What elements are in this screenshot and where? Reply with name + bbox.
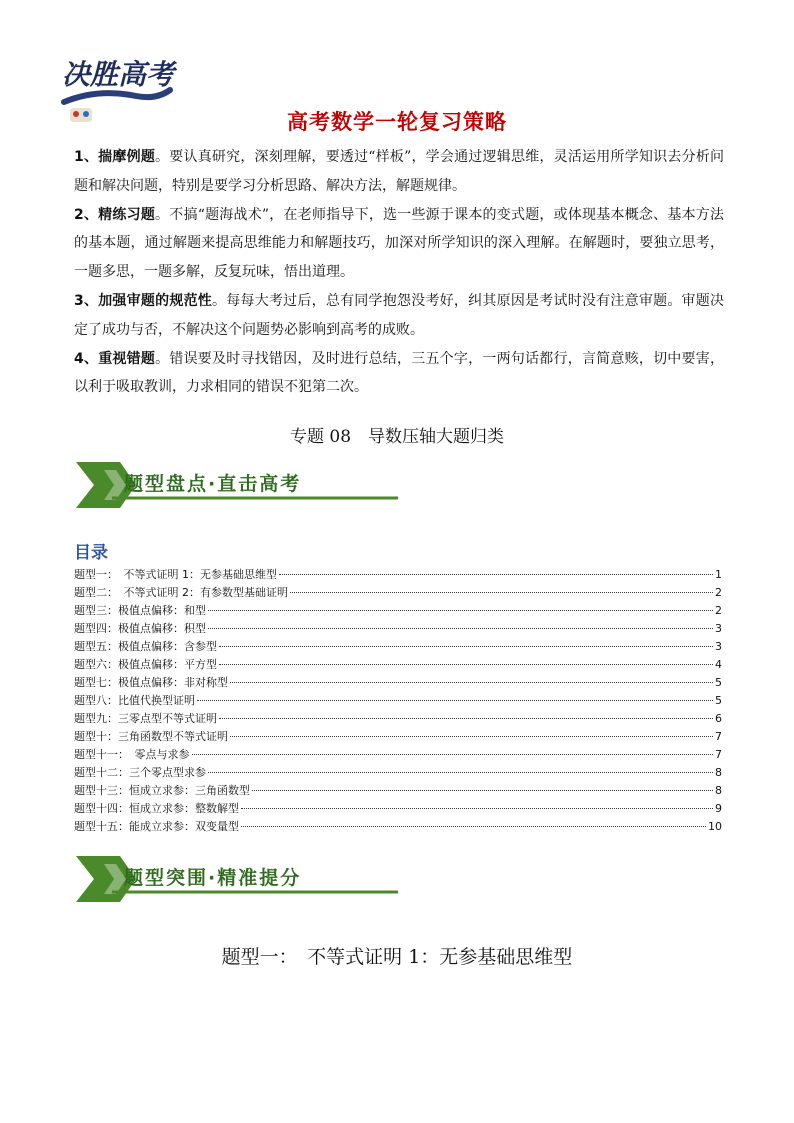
toc-item[interactable] xyxy=(74,602,722,620)
toc-label: 题型十二：三个零点型求参 xyxy=(74,766,206,779)
toc-page: 5 xyxy=(715,694,722,707)
toc-page: 10 xyxy=(708,820,722,833)
toc-item[interactable] xyxy=(74,566,722,584)
banner-title: 题型盘点·直击高考 xyxy=(124,473,302,495)
toc-label: 题型五：极值点偏移：含参型 xyxy=(74,640,217,653)
logo-text: 决胜高考 xyxy=(62,58,175,91)
toc-label: 题型八：比值代换型证明 xyxy=(74,694,195,707)
strategy-heading: 3、加强审题的规范性 xyxy=(74,292,213,309)
strategy-body: 。错误要及时寻找错因，及时进行总结，三五个字，一两句话都行，言简意赅，切中要害，以利于吸取教训，力求相同的错误不犯第二次。 xyxy=(74,350,724,396)
toc-page: 7 xyxy=(715,730,722,743)
toc-page: 1 xyxy=(715,568,722,581)
toc-page: 5 xyxy=(715,676,722,689)
toc-item[interactable] xyxy=(74,764,722,782)
table-of-contents xyxy=(74,566,722,836)
toc-item[interactable] xyxy=(74,710,722,728)
banner-title: 题型突围·精准提分 xyxy=(124,867,302,889)
toc-page: 7 xyxy=(715,748,722,761)
toc-page: 8 xyxy=(715,766,722,779)
toc-heading: 目录 xyxy=(74,543,108,563)
toc-label: 题型十四：恒成立求参：整数解型 xyxy=(74,802,239,815)
toc-item[interactable] xyxy=(74,656,722,674)
toc-label: 题型三：极值点偏移：和型 xyxy=(74,604,206,617)
toc-item[interactable] xyxy=(74,692,722,710)
toc-item[interactable] xyxy=(74,728,722,746)
toc-item[interactable] xyxy=(74,638,722,656)
strategy-body: 。要认真研究，深刻理解，要透过“样板”，学会通过逻辑思维，灵活运用所学知识去分析问题和解决问题，特别是要学习分析思路、解决方法，解题规律。 xyxy=(74,149,725,194)
toc-page: 2 xyxy=(715,586,722,599)
strategy-list xyxy=(74,143,724,402)
topic-title: 专题 08 导数压轴大题归类 xyxy=(289,427,505,447)
toc-item[interactable] xyxy=(74,674,722,692)
section-title: 题型一： 不等式证明 1：无参基础思维型 xyxy=(221,946,573,968)
toc-item[interactable] xyxy=(74,818,722,836)
toc-label: 题型一： 不等式证明 1：无参基础思维型 xyxy=(74,568,277,581)
toc-page: 9 xyxy=(715,802,722,815)
section-banner xyxy=(76,462,398,508)
toc-item[interactable] xyxy=(74,800,722,818)
toc-label: 题型七：极值点偏移：非对称型 xyxy=(74,676,228,689)
toc-label: 题型二： 不等式证明 2：有参数型基础证明 xyxy=(74,586,288,599)
toc-label: 题型十：三角函数型不等式证明 xyxy=(74,730,228,743)
strategy-heading: 1、揣摩例题 xyxy=(74,149,156,165)
toc-item[interactable] xyxy=(74,782,722,800)
strategy-item xyxy=(74,287,724,345)
toc-page: 3 xyxy=(715,622,722,635)
strategy-heading: 2、精练习题 xyxy=(74,206,156,223)
strategy-body: 。每每大考过后，总有同学抱怨没考好，纠其原因是考试时没有注意审题。审题决定了成功与否，不解决这个问题势必影响到高考的成败。 xyxy=(74,292,725,338)
toc-label: 题型十三：恒成立求参：三角函数型 xyxy=(74,784,250,797)
section-banner xyxy=(76,856,398,902)
strategy-item xyxy=(74,201,724,287)
toc-item[interactable] xyxy=(74,620,722,638)
strategy-body: 。不搞“题海战术”，在老师指导下，选一些源于课本的变式题，或体现基本概念、基本方法的基本题，通过解题来提高思维能力和解题技巧，加深对所学知识的深入理解。在解题时，要独立思考，一题多思，一题多解，反复玩味，悟出道理。 xyxy=(74,206,725,281)
strategy-item xyxy=(74,143,724,201)
strategy-item xyxy=(74,345,724,403)
toc-page: 4 xyxy=(715,658,722,671)
toc-label: 题型四：极值点偏移：积型 xyxy=(74,622,206,635)
toc-label: 题型十五：能成立求参：双变量型 xyxy=(74,820,239,833)
toc-page: 2 xyxy=(715,604,722,617)
toc-item[interactable] xyxy=(74,746,722,764)
toc-label: 题型九：三零点型不等式证明 xyxy=(74,712,217,725)
toc-item[interactable] xyxy=(74,584,722,602)
toc-page: 3 xyxy=(715,640,722,653)
page-title: 高考数学一轮复习策略 xyxy=(287,110,507,134)
toc-page: 6 xyxy=(715,712,722,725)
toc-page: 8 xyxy=(715,784,722,797)
toc-label: 题型六：极值点偏移：平方型 xyxy=(74,658,217,671)
toc-label: 题型十一： 零点与求参 xyxy=(74,748,190,761)
strategy-heading: 4、重视错题 xyxy=(74,350,156,367)
